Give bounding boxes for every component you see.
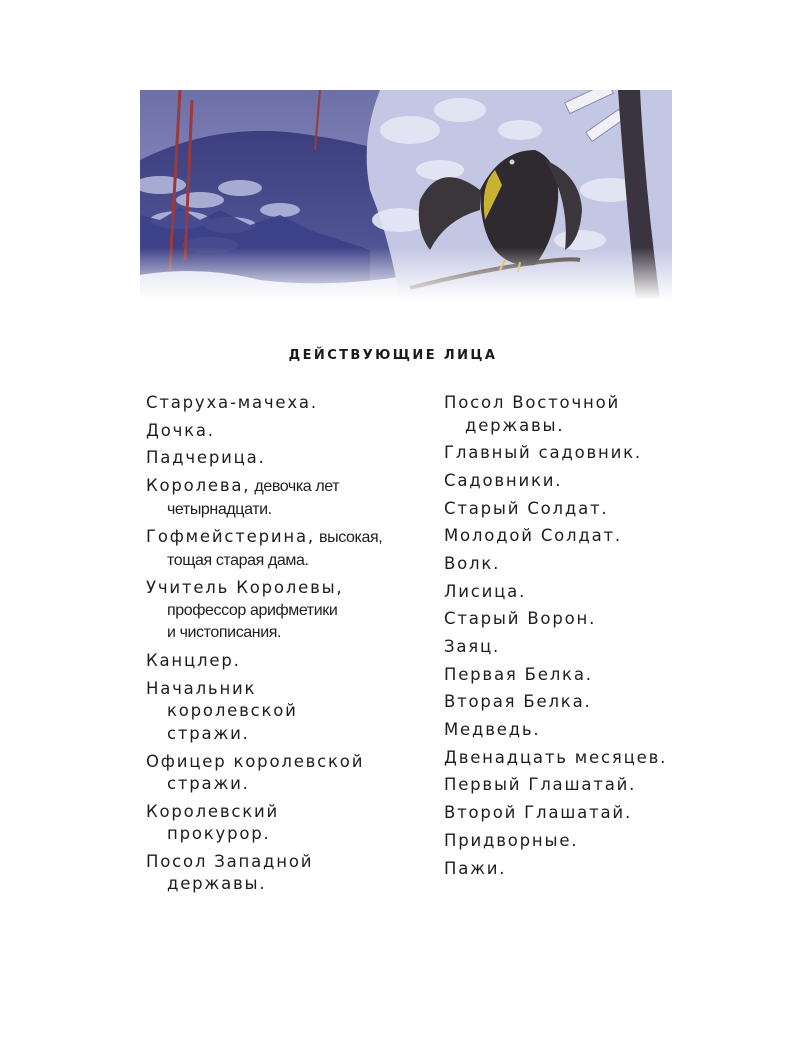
character-entry	[146, 851, 401, 896]
character-name: Медведь.	[444, 720, 541, 740]
character-description: высокая,	[314, 529, 383, 547]
character-name: Старый Солдат.	[444, 498, 609, 518]
character-name: Двенадцать месяцев.	[444, 747, 668, 767]
characters-left-column	[146, 392, 401, 901]
character-description: тощая старая дама.	[167, 551, 309, 569]
character-entry	[444, 747, 694, 770]
character-name: державы.	[167, 874, 267, 894]
character-entry	[444, 774, 694, 797]
character-name: Офицер королевской	[146, 751, 365, 771]
character-entry	[146, 577, 401, 645]
character-entry	[146, 678, 401, 746]
character-entry	[146, 650, 401, 673]
character-entry	[444, 470, 694, 493]
character-description: четырнадцати.	[167, 500, 272, 518]
character-entry	[444, 498, 694, 521]
character-name: Первый Глашатай.	[444, 775, 637, 795]
characters-right-column	[444, 392, 694, 885]
character-name: Канцлер.	[146, 651, 241, 671]
character-entry	[444, 830, 694, 853]
character-entry	[146, 392, 401, 415]
character-name: прокурор.	[167, 824, 271, 844]
character-entry	[146, 475, 401, 521]
character-name: Второй Глашатай.	[444, 803, 632, 823]
character-name: державы.	[465, 415, 565, 435]
character-entry	[444, 719, 694, 742]
character-name: Посол Восточной	[444, 393, 621, 412]
character-entry	[444, 553, 694, 576]
winter-forest-illustration	[140, 90, 672, 300]
raven-in-winter-forest-image	[140, 90, 672, 300]
character-name: стражи.	[167, 723, 250, 743]
character-entry	[444, 664, 694, 687]
character-name: Пажи.	[444, 858, 507, 878]
character-entry	[146, 420, 401, 443]
character-entry	[444, 636, 694, 659]
character-name: Королева,	[146, 476, 251, 496]
character-entry	[444, 392, 694, 437]
character-entry	[444, 525, 694, 548]
character-description: девочка лет	[250, 478, 340, 496]
character-entry	[146, 801, 401, 846]
character-name: Посол Западной	[146, 851, 314, 871]
character-name: Первая Белка.	[444, 664, 593, 684]
character-name: Падчерица.	[146, 448, 266, 468]
character-description: профессор арифметики	[167, 601, 338, 619]
character-name: Учитель Королевы,	[146, 578, 344, 598]
character-entry	[444, 858, 694, 881]
character-name: Волк.	[444, 553, 501, 573]
character-name: Старый Ворон.	[444, 609, 597, 629]
character-name: Гофмейстерина,	[146, 527, 315, 547]
character-name: Старуха-мачеха.	[146, 393, 318, 412]
character-entry	[444, 802, 694, 825]
character-name: стражи.	[167, 774, 250, 793]
character-entry	[444, 442, 694, 465]
page-heading: ДЕЙСТВУЮЩИЕ ЛИЦА	[288, 348, 498, 363]
character-name: королевской	[167, 701, 298, 721]
character-entry	[444, 691, 694, 714]
character-name: Королевский	[146, 801, 280, 821]
character-description: и чистописания.	[167, 624, 282, 642]
character-name: Придворные.	[444, 830, 579, 850]
character-name: Садовники.	[444, 470, 563, 490]
character-entry	[444, 608, 694, 631]
character-name: Заяц.	[444, 637, 501, 656]
character-name: Вторая Белка.	[444, 692, 592, 712]
character-entry	[146, 526, 401, 572]
character-name: Начальник	[146, 678, 257, 698]
character-name: Молодой Солдат.	[444, 526, 622, 546]
character-entry	[444, 581, 694, 604]
character-name: Лисица.	[444, 581, 527, 601]
character-name: Главный садовник.	[444, 443, 642, 463]
character-entry	[146, 751, 401, 796]
character-entry	[146, 447, 401, 470]
character-name: Дочка.	[146, 420, 215, 440]
